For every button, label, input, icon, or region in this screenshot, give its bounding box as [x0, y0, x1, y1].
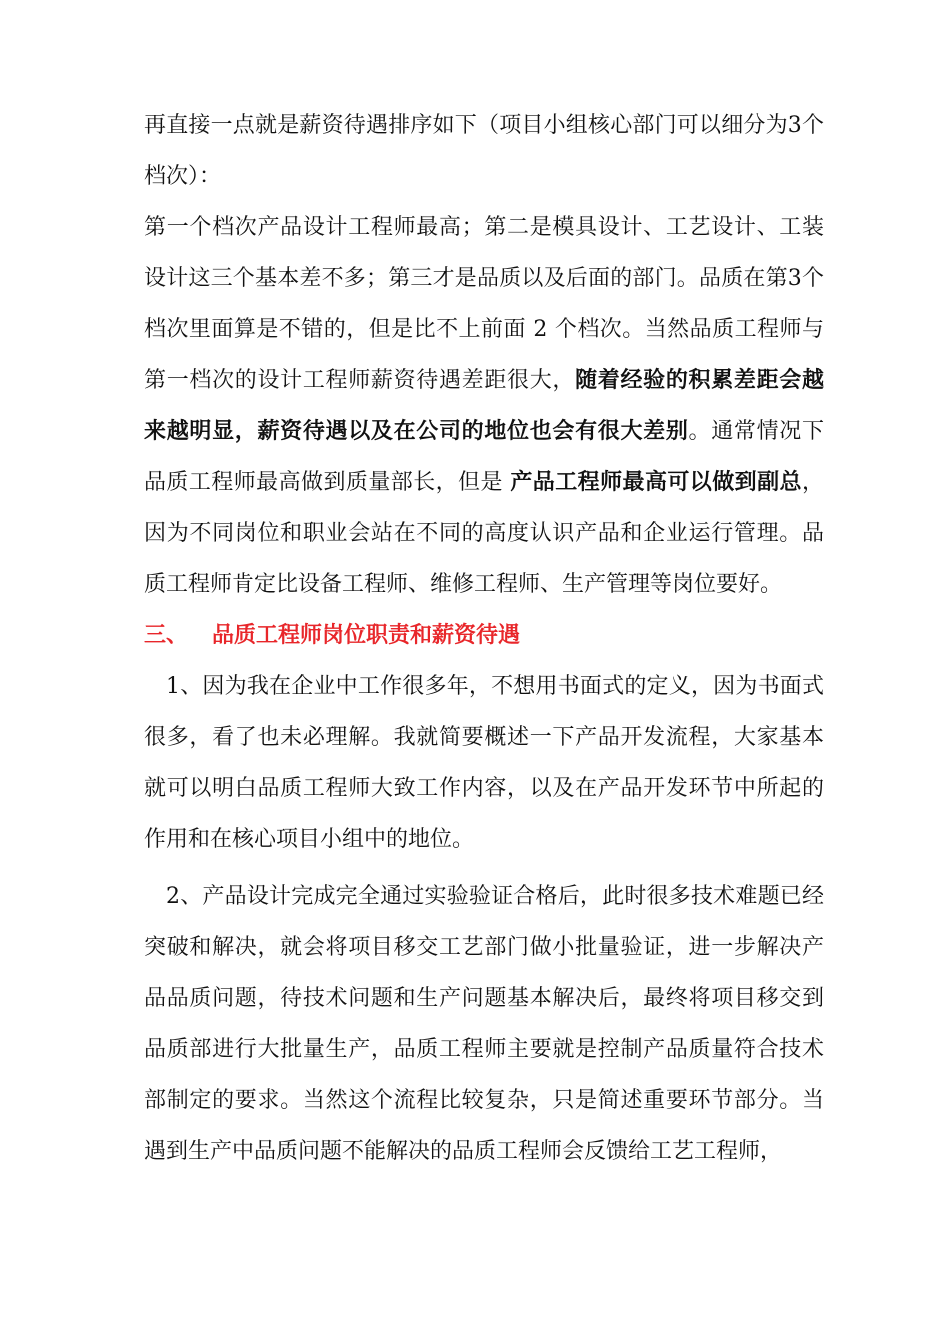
- paragraph-salary-ranking-intro: 再直接一点就是薪资待遇排序如下（项目小组核心部门可以细分为3个档次）：: [144, 113, 824, 189]
- paragraph-salary-tiers: [144, 202, 824, 610]
- text-segment: ，因为不同岗位和职业会站在不同的高度认识产品和企业运行管理。品质工程师肯定比设备工程师、维修工程师、生产管理等岗位要好。: [144, 470, 824, 597]
- paragraph-item-2: 2、产品设计完成完全通过实验验证合格后，此时很多技术难题已经突破和解决，就会将项目移交工艺部门做小批量验证，进一步解决产品品质问题，待技术问题和生产问题基本解决后，最终将项目移交到品质部进行大批量生产，品质工程师主要就是控制产品质量符合技术部制定的要求。当然这个流程比较复杂，只是简述重要环节部分。当遇到生产中品质问题不能解决的品质工程师会反馈给工艺工程师，: [144, 884, 824, 1164]
- section-title: 品质工程师岗位职责和薪资待遇: [212, 623, 521, 648]
- paragraph-item-1: 1、因为我在企业中工作很多年，不想用书面式的定义，因为书面式很多，看了也未必理解。我就简要概述一下产品开发流程，大家基本就可以明白品质工程师大致工作内容，以及在产品开发环节中所起的作用和在核心项目小组中的地位。: [144, 674, 824, 852]
- emphasis-text-gap: 随着经验的积累差距会越来越明显，薪资待遇以及在公司的地位也会有很大差别: [144, 368, 824, 444]
- section-heading: [144, 610, 824, 661]
- section-number: 三、: [144, 623, 189, 648]
- text-segment: 。通常情况下品质工程师最高做到质量部长，但是: [144, 419, 824, 495]
- emphasis-text-vp: 产品工程师最高可以做到副总: [510, 470, 802, 495]
- text-segment: 第一个档次产品设计工程师最高；第二是模具设计、工艺设计、工装设计这三个基本差不多；第三才是品质以及后面的部门。品质在第3个档次里面算是不错的，但是比不上前面 2 个档次。当然品质工程师与第一档次的设计工程师薪资待遇差距很大，: [144, 215, 824, 393]
- document-body: [144, 100, 824, 1177]
